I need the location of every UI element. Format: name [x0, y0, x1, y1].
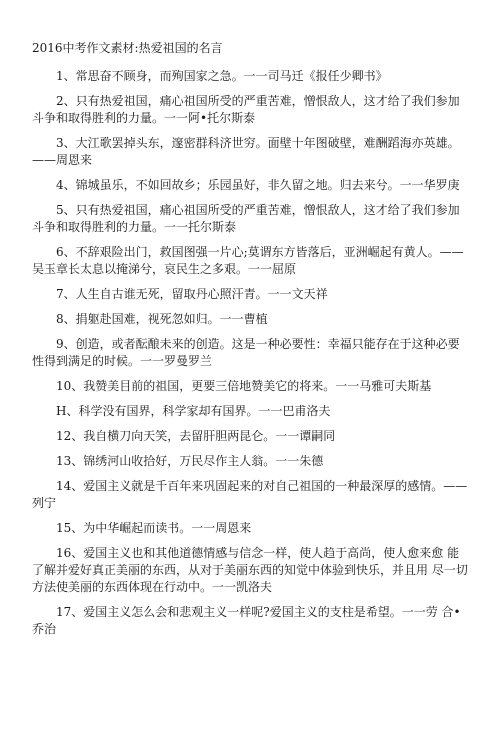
quote-11: H、科学没有国界，科学家却有国界。一一巴甫洛夫: [56, 404, 331, 418]
quote-15: 15、为中华崛起而读书。一一周恩来: [56, 521, 252, 535]
quote-7: 7、人生自古谁无死，留取丹心照汗青。一一文天祥: [56, 287, 328, 301]
quote-6: 6、不辞艰险出门，救国图强一片心;莫谓东方皆落后，亚洲崛起有黄人。——吴玉章长太息以掩涕兮，哀民生之多艰。一一屈原: [32, 245, 464, 276]
document-title: 2016中考作文素材:热爱祖国的名言: [32, 41, 223, 55]
quote-16: 16、爱国主义也和其他道德情感与信念一样，使人趋于高尚，使人愈来愈 能了解并爱好真正美丽的东西，从对于美丽东西的知觉中体验到快乐，并且用 尽一切方法使美丽的东西体现在行动中。一一凯洛夫: [32, 546, 468, 594]
quote-10: 10、我赞美目前的祖国，更要三倍地赞美它的将来。一一马雅可夫斯基: [56, 379, 432, 393]
quote-3: 3、大江歌罢掉头东，邃密群科济世穷。面壁十年图破壁，难酬蹈海亦英雄。——周恩来: [32, 136, 460, 167]
quote-4: 4、锦城虽乐，不如回故乡；乐园虽好，非久留之地。归去来兮。一一华罗庚: [56, 178, 460, 192]
quote-17: 17、爱国主义怎么会和悲观主义一样呢?爱国主义的支柱是希望。一一劳 合•乔治: [32, 605, 461, 636]
quote-5: 5、只有热爱祖国，痛心祖国所受的严重苦难，憎恨敌人，这才给了我们参加斗争和取得胜利的力量。一一托尔斯泰: [32, 203, 460, 234]
quote-9: 9、创造，或者酝酿未来的创造。这是一种必要性：幸福只能存在于这种必要性得到满足的时候。一一罗曼罗兰: [32, 337, 460, 368]
quote-2: 2、只有热爱祖国，痛心祖国所受的严重苦难，憎恨敌人，这才给了我们参加斗争和取得胜利的力量。一一阿•托尔斯泰: [32, 94, 460, 125]
quote-14: 14、爱国主义就是千百年来巩固起来的对自己祖国的一种最深厚的感情。——列宁: [32, 479, 468, 510]
quote-12: 12、我自横刀向天笑，去留肝胆两昆仑。一一谭嗣同: [56, 429, 336, 443]
quote-13: 13、锦绣河山收拾好，万民尽作主人翁。一一朱德: [56, 454, 324, 468]
quote-8: 8、捐躯赴国难，视死忽如归。一一曹植: [56, 312, 268, 326]
quote-1: 1、常思奋不顾身，而殉国家之急。一一司马迁《报任少卿书》: [56, 69, 388, 83]
